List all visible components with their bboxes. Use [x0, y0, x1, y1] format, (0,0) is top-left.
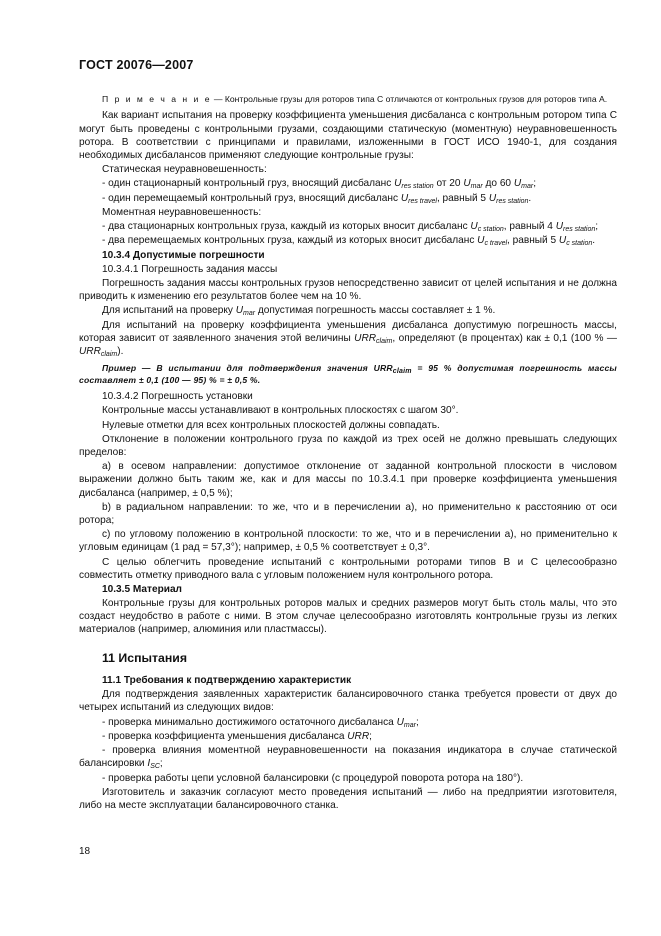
requirement-item-2	[79, 730, 617, 743]
text: Для испытаний на проверку коэффициента уменьшения дисбаланса допустимую погрешность массы, которая зависит от заявленного значения этой величины	[79, 319, 617, 344]
symbol: URR	[354, 332, 377, 344]
symbol: U	[488, 192, 497, 204]
text: от 20	[433, 178, 464, 190]
install-paragraph-4: С целью облегчить проведение испытаний с контрольными роторами типов В и С целесообразно совместить отметку приводного вала с угловым положением нуля контрольного ротора.	[79, 556, 617, 581]
moment-item-2	[79, 234, 617, 247]
subscript: claim	[100, 350, 118, 358]
text: ;	[533, 178, 537, 190]
install-paragraph-2: Нулевые отметки для всех контрольных плоскостей должны совпадать.	[102, 419, 440, 431]
symbol: URR	[347, 731, 370, 742]
text: Пример — В испытании для подтверждения значения URR	[102, 362, 393, 373]
install-paragraph-3: Отклонение в положении контрольного груза по каждой из трех осей не должно превышать следующих пределов:	[79, 434, 617, 459]
symbol: U	[513, 178, 522, 190]
requirement-item-1	[79, 716, 617, 729]
symbol: U	[463, 178, 471, 190]
text: - один перемещаемый контрольный груз, вносящий дисбаланс	[102, 192, 401, 204]
example	[79, 363, 617, 386]
section-heading-11-1: 11.1 Требования к подтверждению характеристик	[102, 675, 352, 687]
symbol: U	[396, 716, 404, 728]
text: - один стационарный контрольный груз, вносящий дисбаланс	[102, 178, 395, 190]
subscript: claim	[376, 337, 393, 345]
mass-paragraph-1: Погрешность задания массы контрольных грузов непосредственно зависит от целей испытания и не должна приводить к изменению его результатов более чем на 10 %.	[79, 278, 617, 303]
text: ;	[415, 716, 419, 728]
paragraph-variant: Как вариант испытания на проверку коэффициента уменьшения дисбаланса с контрольным ротором типа С могут быть проведены с контрольными грузами, создающими статическую (моментную) неуравновешенность ротора. В соответствии с принципами и правилами, изложенными в ГОСТ ИСО 1940-1, для создания необходимых дисбалансов применяют следующие контрольные грузы:	[79, 110, 617, 161]
section-heading-11: 11 Испытания	[102, 651, 188, 666]
subsection-heading-10-3-4-1: 10.3.4.1 Погрешность задания массы	[102, 263, 278, 275]
requirement-item-4: - проверка работы цепи условной балансировки (с процедурой поворота ротора на 180°).	[102, 772, 524, 784]
symbol: I	[147, 758, 151, 770]
text: Для испытаний на проверку	[102, 305, 236, 317]
page-body	[79, 58, 617, 813]
install-item-a: а) в осевом направлении: допустимое отклонение от заданной контрольной плоскости в числовом выражении должно быть таким же, как и для массы по 10.3.4.1 при проверке коэффициента уменьшения дисбаланса (например, ± 0,5 %);	[79, 461, 617, 499]
note-text: — Контрольные грузы для роторов типа С отличаются от контрольных грузов для роторов типа А.	[211, 94, 608, 104]
note	[79, 94, 617, 105]
requirements-paragraph-1: Для подтверждения заявленных характеристик балансировочного станка требуется провести от двух до четырех испытаний из следующих видов:	[79, 689, 617, 714]
static-item-2	[79, 192, 617, 205]
requirement-item-3	[79, 744, 617, 770]
subscript: res station	[496, 197, 529, 205]
requirements-paragraph-2: Изготовитель и заказчик согласуют место проведения испытаний — либо на предприятии изготовителя, либо на месте эксплуатации балансировочного станка.	[79, 786, 617, 812]
subscript: SC	[150, 763, 160, 771]
text: ;	[159, 758, 163, 770]
subscript: claim	[392, 367, 412, 375]
section-heading-10-3-4: 10.3.4 Допустимые погрешности	[102, 249, 265, 261]
text: , равный 4	[503, 221, 556, 233]
text: - проверка влияния моментной неуравновешенности на показания индикатора в случае статической балансировки	[79, 745, 617, 770]
text: - проверка коэффициента уменьшения дисбаланса	[102, 731, 348, 742]
install-paragraph-1: Контрольные массы устанавливают в контрольных плоскостях с шагом 30°.	[102, 405, 459, 417]
text: ;	[595, 221, 599, 233]
symbol: URR	[79, 345, 101, 357]
moment-label: Моментная неуравновешенность:	[102, 206, 262, 218]
text: - два перемещаемых контрольных груза, каждый из которых вносит дисбаланс	[102, 235, 478, 247]
mass-paragraph-3	[79, 319, 617, 358]
subscript: mar	[403, 721, 416, 729]
subsection-heading-10-3-4-2: 10.3.4.2 Погрешность установки	[102, 391, 253, 403]
subscript: mar	[243, 310, 256, 318]
text: - проверка минимально достижимого остаточного дисбаланса	[102, 716, 397, 728]
mass-paragraph-2	[79, 304, 617, 317]
subscript: res travel	[408, 197, 437, 205]
subscript: mar	[521, 183, 534, 191]
subscript: res station	[401, 183, 434, 191]
note-label: П р и м е ч а н и е	[102, 94, 212, 104]
static-item-1	[79, 177, 617, 190]
symbol: U	[394, 178, 402, 190]
install-item-b: b) в радиальном направлении: то же, что и в перечислении а), но применительно к расстоянию от оси ротора;	[79, 501, 617, 526]
install-item-c: с) по угловому положению в контрольной плоскости: то же, что и в перечислении а), но применительно к угловым единицам (1 рад = 57,3°); например, ± 0,5 % соответствует ± 0,3°.	[79, 529, 617, 554]
static-label: Статическая неуравновешенность:	[102, 163, 267, 175]
text: .	[528, 192, 532, 204]
text: , равный 5	[507, 235, 559, 247]
subscript: res station	[562, 226, 596, 234]
text: ).	[117, 345, 124, 357]
symbol: U	[470, 221, 478, 233]
text: до 60	[482, 178, 514, 190]
subscript: c station	[566, 240, 593, 248]
subscript: c station	[477, 226, 504, 234]
symbol: U	[235, 305, 244, 317]
symbol: U	[555, 221, 563, 233]
document-header: ГОСТ 20076—2007	[79, 58, 194, 72]
text: .	[592, 235, 596, 247]
text: , определяют (в процентах) как ± 0,1 (100 % —	[392, 332, 617, 344]
subscript: mar	[470, 183, 483, 191]
material-paragraph: Контрольные грузы для контрольных роторов малых и средних размеров могут быть столь малы, что это создаст неудобство в работе с ними. В этом случае целесообразно изготовлять контрольные грузы из легких материалов (например, алюминия или пластмассы).	[79, 598, 617, 636]
moment-item-1	[79, 220, 617, 233]
text: ;	[369, 731, 372, 742]
symbol: U	[558, 235, 567, 247]
subscript: c travel	[484, 240, 508, 248]
text: - два стационарных контрольных груза, каждый из которых вносит дисбаланс	[102, 221, 471, 233]
page-number: 18	[79, 846, 91, 857]
symbol: U	[400, 192, 409, 204]
text: , равный 5	[436, 192, 489, 204]
text: = 95 % допустимая погрешность массы составляет ± 0,1 (100 — 95) % = ± 0,5 %.	[79, 362, 617, 385]
section-heading-10-3-5: 10.3.5 Материал	[102, 583, 182, 595]
text: допустимая погрешность массы составляет ± 1 %.	[255, 305, 496, 317]
symbol: U	[477, 235, 485, 247]
